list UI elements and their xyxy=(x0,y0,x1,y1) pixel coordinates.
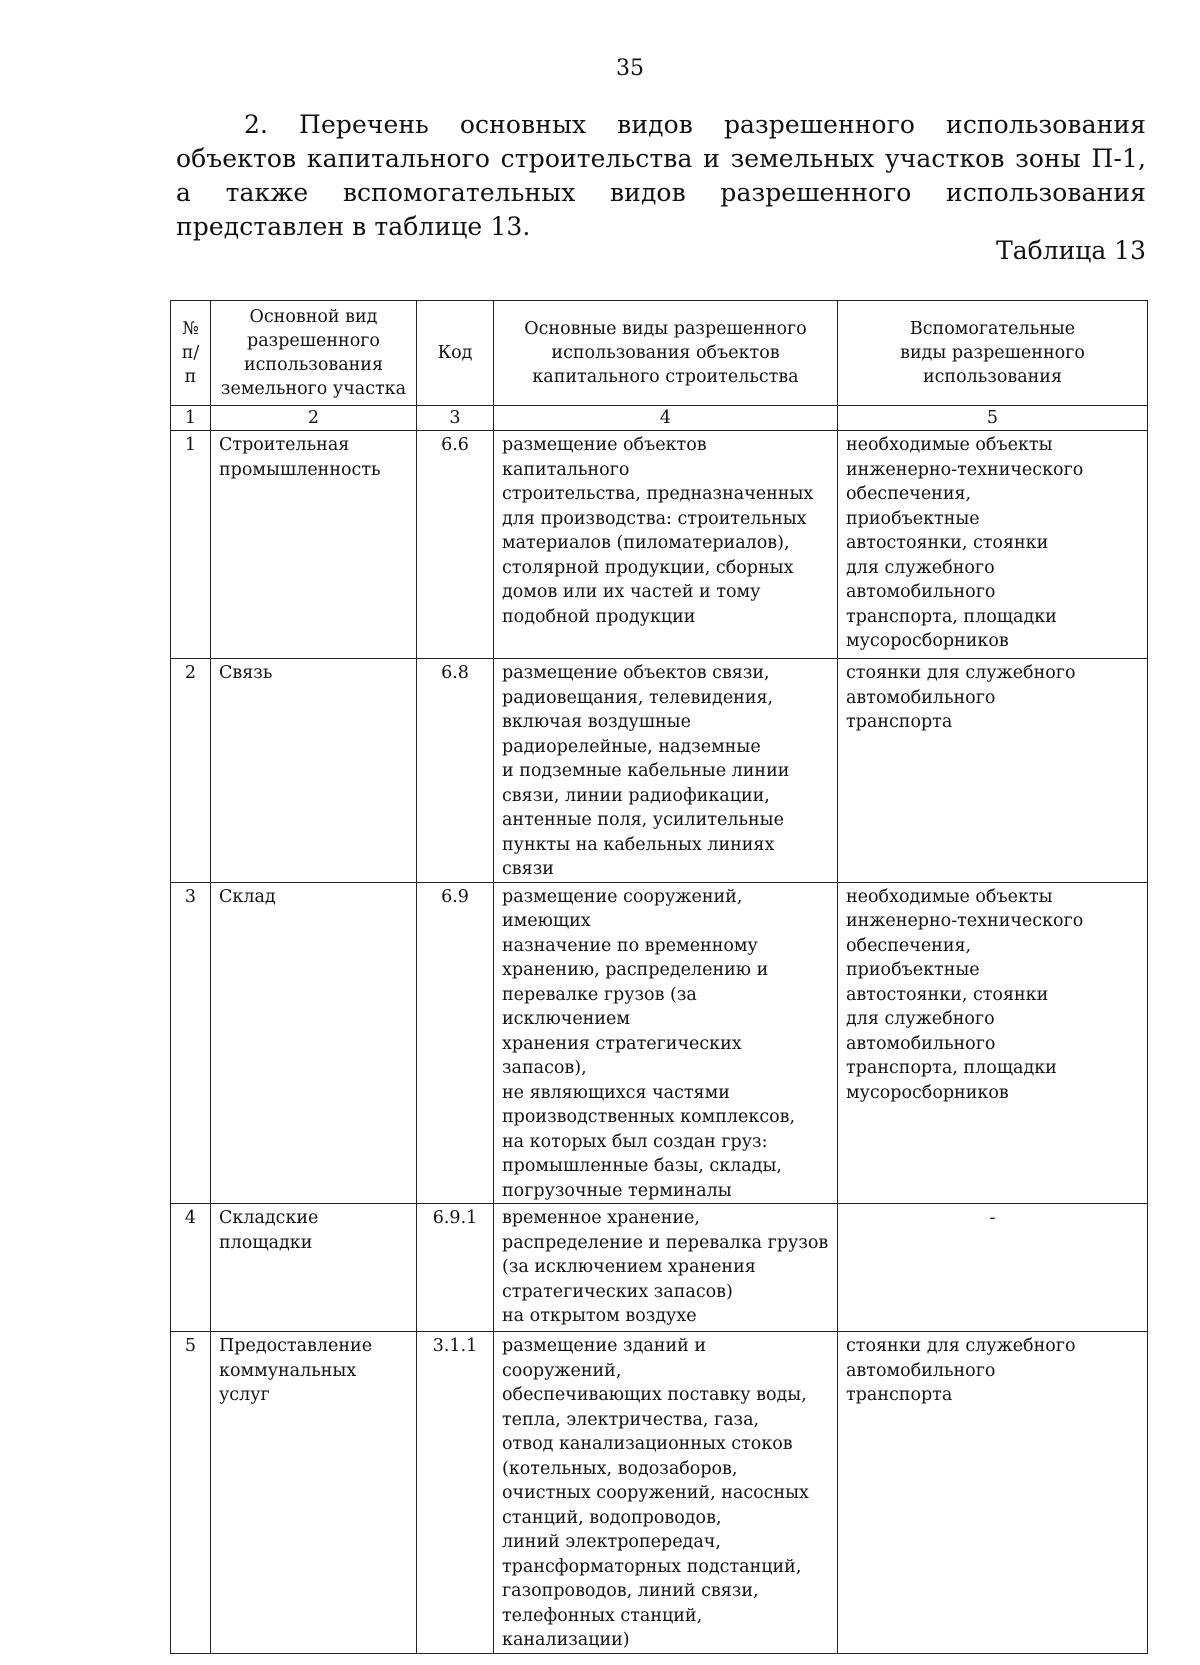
row-land-use: Склад xyxy=(211,882,417,1204)
row-land-use: Связь xyxy=(211,659,417,883)
column-number: 4 xyxy=(494,406,838,431)
header-land-use: Основной вид разрешенного использования земельного участка xyxy=(211,301,417,406)
table-header-row xyxy=(171,301,1148,406)
header-aux-uses: Вспомогательные виды разрешенного использования xyxy=(838,301,1148,406)
row-code: 6.8 xyxy=(417,659,494,883)
land-use-table xyxy=(170,300,1148,1654)
table-row xyxy=(171,1332,1148,1654)
header-main-uses: Основные виды разрешенного использования объектов капитального строительства xyxy=(494,301,838,406)
row-number: 5 xyxy=(171,1332,211,1654)
column-number: 3 xyxy=(417,406,494,431)
row-number: 1 xyxy=(171,431,211,659)
row-main-uses: размещение объектов связи, радиовещания, телевидения, включая воздушные радиорелейные, надземные и подземные кабельные линии связи, линии радиофикации, антенные поля, усилительные пункты на кабельных линиях связи xyxy=(494,659,838,883)
page-number: 35 xyxy=(616,56,644,81)
row-number: 3 xyxy=(171,882,211,1204)
row-main-uses: размещение сооружений, имеющих назначение по временному хранению, распределению и перевалке грузов (за исключением хранения стратегических запасов), не являющихся частями производственных комплексов, на которых был создан груз: промышленные базы, склады, погрузочные терминалы xyxy=(494,882,838,1204)
table-row xyxy=(171,882,1148,1204)
row-aux-uses: необходимые объекты инженерно-технического обеспечения, приобъектные автостоянки, стоянки для служебного автомобильного транспорта, площадки мусоросборников xyxy=(838,882,1148,1204)
row-number: 2 xyxy=(171,659,211,883)
row-code: 6.9 xyxy=(417,882,494,1204)
row-code: 6.6 xyxy=(417,431,494,659)
header-code: Код xyxy=(417,301,494,406)
header-number: № п/п xyxy=(171,301,211,406)
row-land-use: Строительная промышленность xyxy=(211,431,417,659)
table-row xyxy=(171,659,1148,883)
column-number: 1 xyxy=(171,406,211,431)
table-row xyxy=(171,1204,1148,1332)
row-land-use: Предоставление коммунальных услуг xyxy=(211,1332,417,1654)
row-main-uses: временное хранение, распределение и перевалка грузов (за исключением хранения стратегических запасов) на открытом воздухе xyxy=(494,1204,838,1332)
row-aux-uses: - xyxy=(838,1204,1148,1332)
row-number: 4 xyxy=(171,1204,211,1332)
row-code: 6.9.1 xyxy=(417,1204,494,1332)
column-number: 2 xyxy=(211,406,417,431)
row-aux-uses: стоянки для служебного автомобильного транспорта xyxy=(838,659,1148,883)
table-caption: Таблица 13 xyxy=(996,236,1146,265)
row-main-uses: размещение зданий и сооружений, обеспечивающих поставку воды, тепла, электричества, газа, отвод канализационных стоков (котельных, водозаборов, очистных сооружений, насосных станций, водопроводов, линий электропередач, трансформаторных подстанций, газопроводов, линий связи, телефонных станций, канализации) xyxy=(494,1332,838,1654)
row-land-use: Складские площадки xyxy=(211,1204,417,1332)
table-row xyxy=(171,431,1148,659)
row-aux-uses: стоянки для служебного автомобильного транспорта xyxy=(838,1332,1148,1654)
row-main-uses: размещение объектов капитального строительства, предназначенных для производства: строительных материалов (пиломатериалов), столярной продукции, сборных домов или их частей и тому подобной продукции xyxy=(494,431,838,659)
row-code: 3.1.1 xyxy=(417,1332,494,1654)
column-number: 5 xyxy=(838,406,1148,431)
row-aux-uses: необходимые объекты инженерно-технического обеспечения, приобъектные автостоянки, стоянки для служебного автомобильного транспорта, площадки мусоросборников xyxy=(838,431,1148,659)
intro-paragraph: 2. Перечень основных видов разрешенного использования объектов капитального строительства и земельных участков зоны П-1, а также вспомогательных видов разрешенного использования представлен в таблице 13. xyxy=(176,110,1146,241)
column-numbers-row xyxy=(171,406,1148,431)
